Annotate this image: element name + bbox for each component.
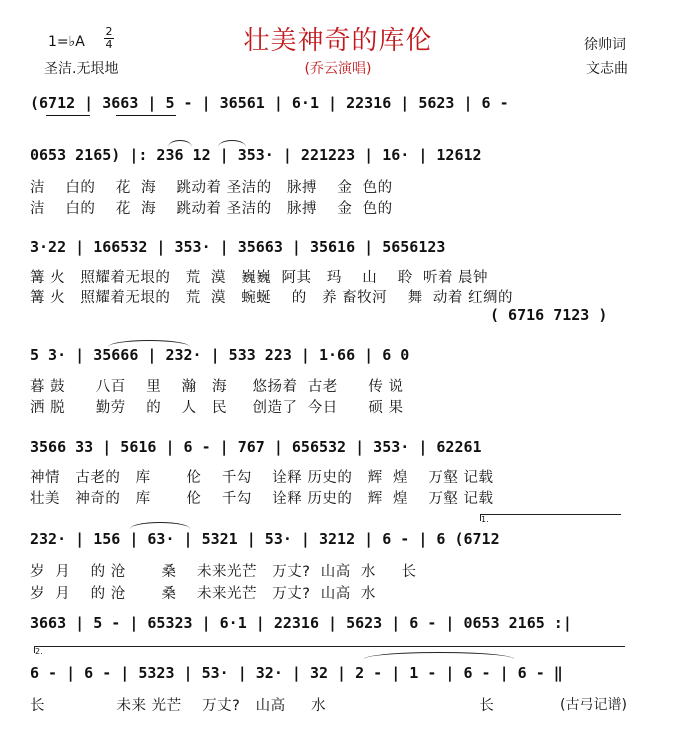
score-interlude xyxy=(490,306,640,328)
slur-mark xyxy=(130,522,190,529)
meter-top: 2 xyxy=(105,25,113,38)
notation-text: 0653 2165) |: 236 12 | 353· | 221223 | 16· | 12612 xyxy=(30,146,482,164)
singer-credit: (乔云演唱) xyxy=(304,61,372,77)
notation-text: ( 6716 7123 ) xyxy=(490,306,608,324)
score-line-4 xyxy=(30,346,642,368)
volta-number: 1. xyxy=(481,515,489,524)
beam-underline xyxy=(46,115,90,116)
slur-mark xyxy=(364,652,514,659)
score-line-8 xyxy=(30,664,642,686)
notation-text: 5 3· | 35666 | 232· | 533 223 | 1·66 | 6 0 xyxy=(30,346,410,364)
meter-bottom: 4 xyxy=(105,38,113,51)
lyric-verse-1: 篝 火 照耀着无垠的 荒 漠 巍巍 阿其 玛 山 聆 听着 晨钟 xyxy=(30,270,489,286)
key-signature: 1=♭A xyxy=(48,34,85,50)
notation-text: (6712 | 3663 | 5 - | 36561 | 6·1 | 22316 | 5623 | 6 - xyxy=(30,94,509,112)
lyric-verse-2: 洁 白的 花 海 跳动着 圣洁的 脉搏 金 色的 xyxy=(30,201,393,217)
score-line-6 xyxy=(30,530,642,552)
transcriber-note: (古弓记谱) xyxy=(560,697,627,713)
lyric-coda: 长 未来 光芒 万丈? 山高 水 长 xyxy=(30,698,495,714)
notation-text: 6 - | 6 - | 5323 | 53· | 32· | 32 | 2 - | 1 - | 6 - | 6 - ‖ xyxy=(30,664,563,682)
score-line-1 xyxy=(30,94,642,116)
notation-text: 3663 | 5 - | 65323 | 6·1 | 22316 | 5623 | 6 - | 0653 2165 :| xyxy=(30,614,572,632)
lyric-verse-2: 岁 月 的 沧 桑 未来光芒 万丈? 山高 水 xyxy=(30,586,376,602)
notation-text: 232· | 156 | 63· | 5321 | 53· | 3212 | 6 - | 6 (6712 xyxy=(30,530,500,548)
score-line-5 xyxy=(30,438,642,460)
notation-text: 3566 33 | 5616 | 6 - | 767 | 656532 | 353· | 62261 xyxy=(30,438,482,456)
score-line-7 xyxy=(30,614,642,636)
composer-credit: 文志曲 xyxy=(586,61,628,77)
score-line-2 xyxy=(30,146,642,168)
lyric-verse-1: 神情 古老的 库 伦 千勾 诠释 历史的 辉 煌 万壑 记载 xyxy=(30,470,494,486)
song-title: 壮美神奇的库伦 xyxy=(243,26,433,56)
tempo-expression: 圣洁.无垠地 xyxy=(44,61,119,77)
time-signature xyxy=(104,26,114,51)
volta-bracket-second xyxy=(34,646,625,656)
lyric-verse-1: 暮 鼓 八百 里 瀚 海 悠扬着 古老 传 说 xyxy=(30,379,404,395)
lyricist-credit: 徐帅词 xyxy=(584,37,626,53)
lyric-verse-1: 岁 月 的 沧 桑 未来光芒 万丈? 山高 水 长 xyxy=(30,564,417,580)
volta-number: 2. xyxy=(35,647,43,656)
notation-text: 3·22 | 166532 | 353· | 35663 | 35616 | 5656123 xyxy=(30,238,446,256)
beam-underline xyxy=(116,115,176,116)
lyric-verse-1: 洁 白的 花 海 跳动着 圣洁的 脉搏 金 色的 xyxy=(30,180,393,196)
score-line-3 xyxy=(30,238,642,260)
lyric-verse-2: 壮美 神奇的 库 伦 千勾 诠释 历史的 辉 煌 万壑 记载 xyxy=(30,491,494,507)
volta-bracket-first xyxy=(480,514,621,524)
lyric-verse-2: 洒 脱 勤劳 的 人 民 创造了 今日 硕 果 xyxy=(30,400,404,416)
lyric-verse-2: 篝 火 照耀着无垠的 荒 漠 蜿蜒 的 养 畜牧河 舞 动着 红绸的 xyxy=(30,290,513,306)
